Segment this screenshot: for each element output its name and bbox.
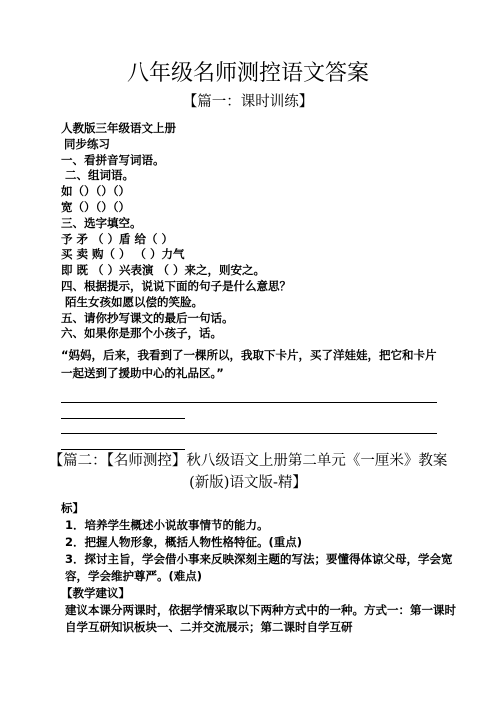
- line-textbook: 人教版三年级语文上册: [61, 121, 176, 135]
- line-q4: 四、根据提示，说说下面的句子是什么意思？: [61, 278, 291, 293]
- page-title: 八年级名师测控语文答案: [126, 61, 369, 86]
- line-q3-c: 即 既 （ ）兴表演 （ ）来之，则安之。: [61, 263, 266, 278]
- line-objective-3: 3．探讨主旨，学会借小事来反映深刻主题的写法；要懂得体谅父母，学会宽容，学会维护尊严。(难点): [65, 552, 453, 583]
- line-q3-b: 买 卖 购（ ） （ ）力气: [61, 247, 185, 262]
- line-q1: 一、看拼音写词语。: [61, 152, 165, 167]
- answer-line-2: [61, 418, 185, 419]
- line-teaching-advice: 【教学建议】: [61, 586, 130, 600]
- section1-lines: [61, 121, 291, 342]
- line-q2-ru: 如（）（）（）: [61, 184, 130, 199]
- line-objective-1: 1．培养学生概述小说故事情节的能力。: [65, 518, 269, 532]
- line-practice: 同步练习: [64, 136, 110, 151]
- line-q3: 三、选字填空。: [61, 215, 142, 230]
- line-objectives: 标】: [61, 501, 84, 515]
- section2-lines: [61, 500, 461, 636]
- line-q2-kuan: 宽（）（）（）: [61, 199, 130, 214]
- answer-line-1: [61, 402, 437, 403]
- answer-line-3: [61, 433, 437, 434]
- section1-quote: “妈妈，后来，我看到了一棵所以，我取下卡片，买了洋娃娃，把它和卡片一起送到了援助中心的礼品区。”: [61, 348, 437, 380]
- line-q2: 二、组词语。: [65, 168, 134, 183]
- line-q4-sentence: 陌生女孩如愿以偿的笑脸。: [65, 294, 203, 309]
- line-advice-body: 建议本课分两课时，依据学情采取以下两种方式中的一种。方式一：第一课时自学互研知识板块一、二并交流展示；第二课时自学互研: [65, 603, 456, 634]
- section1-heading: 【篇一：课时训练】: [182, 94, 314, 110]
- line-q6: 六、如果你是那个小孩子，话。: [61, 326, 222, 341]
- section2-heading: 【篇二：【名师测控】秋八级语文上册第二单元《一厘米》教案(新版)语文版-精】: [48, 453, 448, 491]
- line-objective-2: 2．把握人物形象，概括人物性格特征。(重点): [65, 535, 303, 549]
- line-q5: 五、请你抄写课文的最后一句话。: [61, 310, 234, 325]
- line-q3-a: 予 矛 （ ）盾 给（ ）: [61, 231, 174, 246]
